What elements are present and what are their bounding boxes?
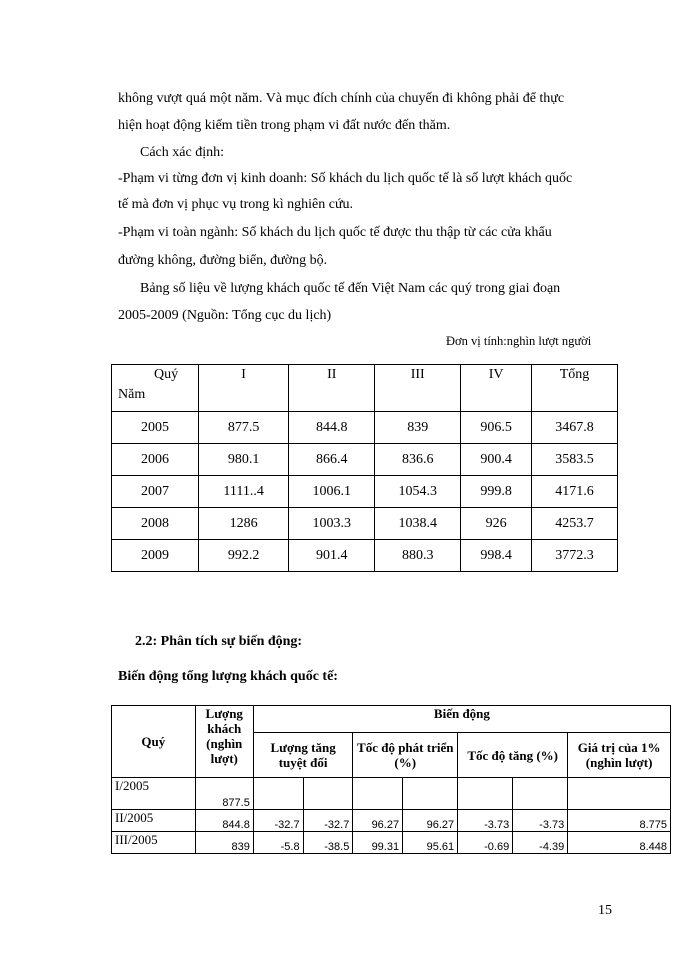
table-row [112, 810, 671, 832]
value-cell: 900.4 [461, 444, 532, 476]
value-cell: 96.27 [353, 810, 403, 832]
table-header-row [112, 365, 618, 412]
value-cell [513, 778, 568, 810]
paragraph-line: hiện hoạt động kiếm tiền trong phạm vi đất nước đến thăm. [118, 118, 451, 133]
value-cell: 1003.3 [289, 508, 375, 540]
value-cell: 877.5 [195, 778, 253, 810]
value-cell: 8.775 [568, 810, 671, 832]
value-cell: 1111..4 [199, 476, 289, 508]
paragraph-line: 2005-2009 (Nguồn: Tổng cục du lịch) [118, 308, 332, 323]
subheading: Biến động tổng lượng khách quốc tế: [118, 669, 338, 684]
value-cell: 1006.1 [289, 476, 375, 508]
value-cell: -5.8 [253, 832, 303, 854]
value-cell: 844.8 [195, 810, 253, 832]
value-cell [568, 778, 671, 810]
year-cell: 2008 [112, 508, 199, 540]
paragraph-line: -Phạm vi toàn ngành: Số khách du lịch quốc tế được thu thập từ các cửa khẩu [118, 225, 552, 240]
subheader-cell: Tốc độ phát triển (%) [353, 733, 458, 778]
table-row [112, 778, 671, 810]
value-cell: 844.8 [289, 412, 375, 444]
quarter-cell: I/2005 [112, 778, 196, 810]
corner-cell [112, 365, 199, 412]
table-row [112, 444, 618, 476]
corner-quarter-label: Quý [154, 367, 179, 382]
value-cell: 866.4 [289, 444, 375, 476]
value-cell: 96.27 [403, 810, 458, 832]
value-cell: 1054.3 [375, 476, 461, 508]
total-cell: 4171.6 [531, 476, 617, 508]
quarter-cell: III/2005 [112, 832, 196, 854]
value-cell [403, 778, 458, 810]
value-cell: 877.5 [199, 412, 289, 444]
value-cell: 8.448 [568, 832, 671, 854]
header-cell: Tổng [531, 365, 617, 412]
header-cell: II [289, 365, 375, 412]
value-cell: 1286 [199, 508, 289, 540]
paragraph-line: không vượt quá một năm. Và mục đích chính của chuyến đi không phải để thực [118, 91, 565, 106]
corner-year-label: Năm [118, 387, 146, 402]
page-number: 15 [598, 903, 612, 918]
variation-table [111, 705, 671, 854]
value-cell: 992.2 [199, 540, 289, 572]
value-cell: -4.39 [513, 832, 568, 854]
table-row [112, 540, 618, 572]
header-cell: I [199, 365, 289, 412]
year-cell: 2006 [112, 444, 199, 476]
quarter-cell: II/2005 [112, 810, 196, 832]
table-row [112, 832, 671, 854]
value-cell [303, 778, 353, 810]
header-cell: Lượng khách (nghìn lượt) [195, 706, 253, 778]
value-cell [458, 778, 513, 810]
table-row [112, 412, 618, 444]
value-cell: 998.4 [461, 540, 532, 572]
value-cell: -3.73 [458, 810, 513, 832]
total-cell: 3772.3 [531, 540, 617, 572]
value-cell: -0.69 [458, 832, 513, 854]
year-cell: 2009 [112, 540, 199, 572]
value-cell: 839 [375, 412, 461, 444]
header-cell: IV [461, 365, 532, 412]
value-cell: 836.6 [375, 444, 461, 476]
value-cell: 901.4 [289, 540, 375, 572]
tourist-quarterly-table [111, 364, 618, 572]
value-cell [253, 778, 303, 810]
paragraph-line: Bảng số liệu về lượng khách quốc tế đến Việt Nam các quý trong giai đoạn [140, 281, 561, 296]
value-cell: -32.7 [253, 810, 303, 832]
value-cell: -32.7 [303, 810, 353, 832]
value-cell: 99.31 [353, 832, 403, 854]
table-row [112, 476, 618, 508]
subheader-cell: Giá trị của 1% (nghìn lượt) [568, 733, 671, 778]
table-header-row [112, 706, 671, 733]
value-cell: 926 [461, 508, 532, 540]
total-cell: 4253.7 [531, 508, 617, 540]
subheader-cell: Tốc độ tăng (%) [458, 733, 568, 778]
value-cell: 906.5 [461, 412, 532, 444]
subheader-cell: Lượng tăng tuyệt đối [253, 733, 353, 778]
total-cell: 3467.8 [531, 412, 617, 444]
value-cell: 839 [195, 832, 253, 854]
paragraph-line: Cách xác định: [140, 145, 224, 160]
value-cell: 95.61 [403, 832, 458, 854]
value-cell: 999.8 [461, 476, 532, 508]
header-cell: Biến động [253, 706, 670, 733]
value-cell: 880.3 [375, 540, 461, 572]
header-cell: Quý [112, 706, 196, 778]
paragraph-line: đường không, đường biển, đường bộ. [118, 253, 328, 268]
value-cell: 980.1 [199, 444, 289, 476]
table-row [112, 508, 618, 540]
total-cell: 3583.5 [531, 444, 617, 476]
paragraph-line: tế mà đơn vị phục vụ trong kì nghiên cứu. [118, 197, 354, 212]
section-heading: 2.2: Phân tích sự biến động: [135, 634, 303, 649]
value-cell [353, 778, 403, 810]
header-cell: III [375, 365, 461, 412]
value-cell: 1038.4 [375, 508, 461, 540]
paragraph-line: -Phạm vi từng đơn vị kinh doanh: Số khách du lịch quốc tế là số lượt khách quốc [118, 171, 573, 186]
year-cell: 2007 [112, 476, 199, 508]
unit-note: Đơn vị tính:nghìn lượt người [446, 334, 592, 348]
value-cell: -38.5 [303, 832, 353, 854]
year-cell: 2005 [112, 412, 199, 444]
value-cell: -3.73 [513, 810, 568, 832]
